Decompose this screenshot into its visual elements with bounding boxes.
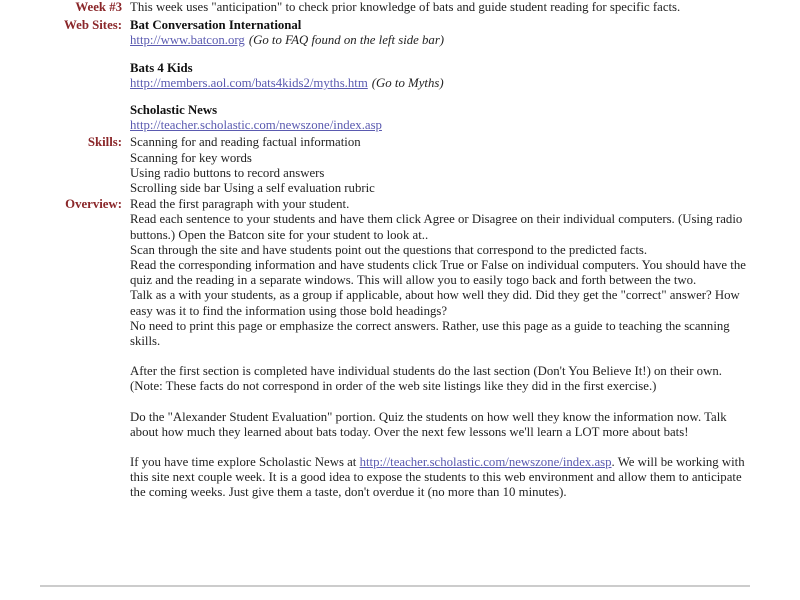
overview-line: Scan through the site and have students point out the questions that correspond to the predicted facts. — [130, 242, 648, 257]
website-link-scholastic[interactable]: http://teacher.scholastic.com/newszone/index.asp — [130, 118, 382, 133]
overview-line: Read each sentence to your students and have them click Agree or Disagree on their individual computers. (Using radio buttons.) Open the Batcon site for your student to look at.. — [130, 212, 743, 242]
week-description: This week uses "anticipation" to check prior knowledge of bats and guide student reading for specific facts. — [130, 0, 681, 14]
website-title-batcon: Bat Conversation International — [130, 18, 302, 33]
overview-paragraph-2: After the first section is completed have individual students do the last section (Don't You Believe It!) on their own. (Note: These facts do not correspond in order of the web site listings like they did in the first exercise.) — [130, 364, 722, 394]
row-content-websites — [130, 18, 800, 135]
row-label-week: Week #3 — [75, 0, 122, 14]
overview-text-before-link: If you have time explore Scholastic News at — [130, 455, 360, 470]
overview-text-after-link: . We will be working with this site next couple week. It is a good idea to expose the students to this web environment and allow them to anticipate the coming weeks. Just give them a taste, don't overdue it (no more than 10 minutes). — [130, 455, 745, 500]
table-row-skills — [0, 135, 800, 197]
skill-item: Scanning for and reading factual information — [130, 135, 361, 150]
bottom-divider — [40, 585, 750, 587]
website-link-bats4kids[interactable]: http://members.aol.com/bats4kids2/myths.htm — [130, 75, 368, 90]
row-content-skills — [130, 135, 800, 197]
overview-line: No need to print this page or emphasize the correct answers. Rather, use this page as a guide to teaching the scanning skills. — [130, 318, 730, 349]
row-content-week — [130, 0, 800, 18]
row-label-websites: Web Sites: — [64, 18, 122, 33]
row-label-skills: Skills: — [87, 135, 122, 150]
overview-link-scholastic[interactable]: http://teacher.scholastic.com/newszone/index.asp — [359, 455, 612, 470]
skill-item: Scanning for key words — [130, 150, 252, 165]
skill-item: Scrolling side bar Using a self evaluation rubric — [130, 181, 375, 196]
row-label-overview: Overview: — [65, 197, 122, 212]
overview-paragraph-3: Do the "Alexander Student Evaluation" portion. Quiz the students on how well they know the information now. Talk about how much they learned about bats today. Over the next few lessons we'll learn a LOT more about bats! — [130, 409, 727, 439]
overview-paragraph-1 — [130, 197, 750, 349]
row-content-overview — [130, 197, 800, 500]
skill-item: Using radio buttons to record answers — [130, 165, 325, 180]
website-entry-scholastic — [130, 103, 750, 133]
overview-line: Read the first paragraph with your student. — [130, 197, 350, 212]
website-entry-bats4kids — [130, 61, 750, 91]
overview-paragraph-4 — [130, 455, 750, 501]
website-link-batcon[interactable]: http://www.batcon.org — [130, 33, 245, 48]
website-entry-batcon — [130, 18, 750, 48]
website-title-bats4kids: Bats 4 Kids — [130, 60, 193, 75]
table-row-week — [0, 0, 800, 18]
website-note-bats4kids: (Go to Myths) — [371, 75, 444, 90]
overview-line: Talk as a with your students, as a group if applicable, about how well they did. Did they get the "correct" answer? How easy was it to find the information using those bold headings? — [130, 288, 740, 318]
website-title-scholastic: Scholastic News — [130, 103, 218, 118]
overview-line: Read the corresponding information and have students click True or False on individual computers. You should have the quiz and the reading in a separate windows. This will allow you to easily togo back and forth between the two. — [130, 258, 746, 288]
table-row-websites — [0, 18, 800, 135]
table-row-overview — [0, 197, 800, 500]
website-note-batcon: (Go to FAQ found on the left side bar) — [248, 33, 445, 48]
